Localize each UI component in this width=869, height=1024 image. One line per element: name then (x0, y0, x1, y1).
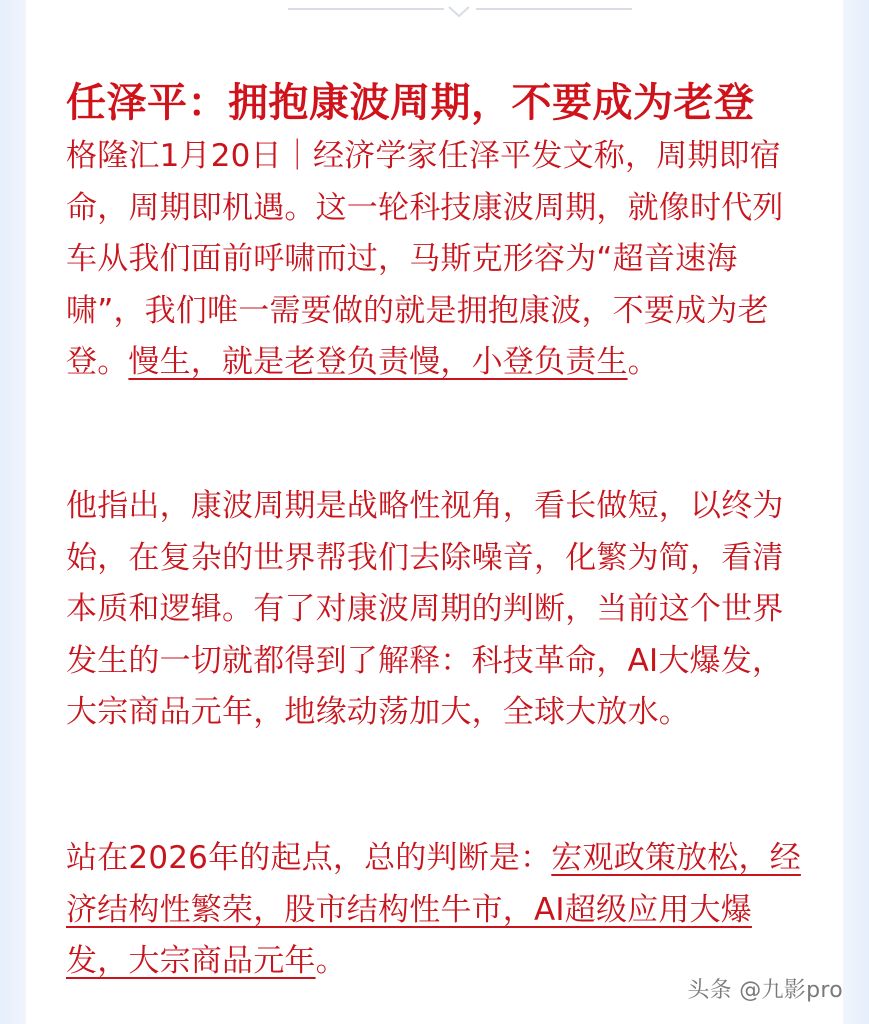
chevron-down-icon (448, 4, 470, 18)
paragraph-3-end-punct: 。 (315, 943, 347, 979)
paragraph-2-text: 他指出，康波周期是战略性视角，看长做短，以终为始，在复杂的世界帮我们去除噪音，化繁为简，看清本质和逻辑。有了对康波周期的判断，当前这个世界发生的一切就都得到了解释：科技革命，AI大爆发，大宗商品元年，地缘动荡加大，全球大放水。 (66, 488, 784, 730)
paragraph-1-end-punct: 。 (627, 344, 659, 380)
article-card (26, 0, 843, 1024)
article-title: 任泽平：拥抱康波周期，不要成为老登 (66, 78, 755, 126)
handle-line-right (476, 8, 632, 10)
right-background-strip (843, 0, 869, 1024)
paragraph-1-text: 格隆汇1月20日｜经济学家任泽平发文称，周期即宿命，周期即机遇。这一轮科技康波周期，就像时代列车从我们面前呼啸而过，马斯克形容为“超音速海啸”，我们唯一需要做的就是拥抱康波，不要成为老登。 (66, 138, 784, 380)
article-paragraph-3 (66, 833, 806, 988)
source-watermark: 头条 @九影pro (687, 978, 843, 1003)
left-background-strip (0, 0, 26, 1024)
top-collapse-handle[interactable] (288, 6, 632, 20)
paragraph-3-underlined-phrase: 宏观政策放松，经济结构性繁荣，股市结构性牛市，AI超级应用大爆发，大宗商品元年 (66, 840, 801, 979)
paragraph-3-text: 站在2026年的起点，总的判断是： (66, 840, 552, 876)
paragraph-1-underlined-phrase: 慢生，就是老登负责慢，小登负责生 (128, 344, 628, 380)
handle-line-left (288, 8, 444, 10)
article-paragraph-2 (66, 481, 806, 739)
article-paragraph-1 (66, 131, 806, 389)
